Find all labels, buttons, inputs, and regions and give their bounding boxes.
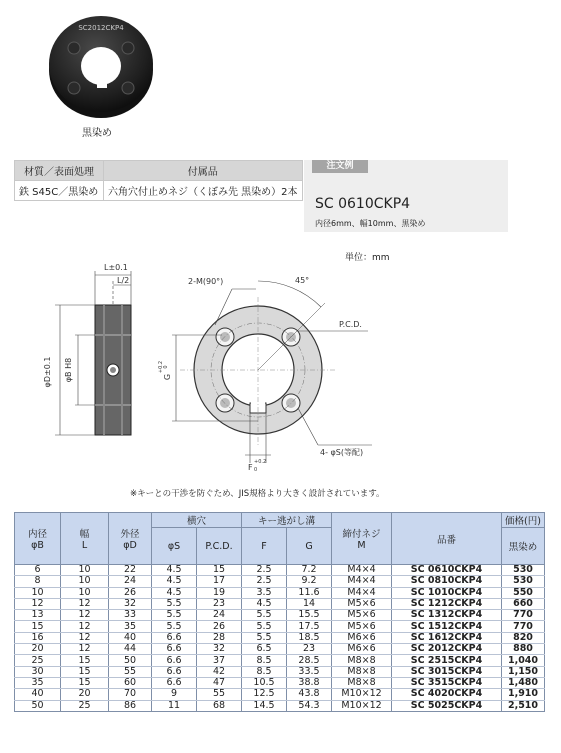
design-note: ※キーとの干渉を防ぐため、JIS規格より大きく設計されています。 [130, 489, 385, 499]
cell-phi-s: 4.5 [152, 565, 197, 576]
dim-s: 4- φS(等配) [320, 448, 364, 457]
cell-pcd: 37 [197, 655, 242, 666]
cell-g: 43.8 [287, 689, 332, 700]
dim-angle: 45° [295, 276, 310, 285]
cell-g: 9.2 [287, 576, 332, 587]
cell-f: 14.5 [242, 700, 287, 711]
cell-width: 12 [61, 621, 109, 632]
cell-f: 5.5 [242, 632, 287, 643]
table-row [15, 677, 545, 688]
cell-pcd: 28 [197, 632, 242, 643]
cell-price: 550 [502, 587, 545, 598]
cell-pcd: 15 [197, 565, 242, 576]
cell-part: SC 2012CKP4 [392, 644, 502, 655]
dim-f-tol-top: +0.2 [254, 459, 267, 465]
cell-g: 17.5 [287, 621, 332, 632]
cell-inner: 30 [15, 666, 61, 677]
header-key-slot: キー逃がし溝 [242, 513, 332, 528]
cell-screw: M8×8 [332, 655, 392, 666]
cell-g: 23 [287, 644, 332, 655]
cell-g: 33.5 [287, 666, 332, 677]
cell-f: 12.5 [242, 689, 287, 700]
cell-g: 54.3 [287, 700, 332, 711]
cell-screw: M10×12 [332, 689, 392, 700]
cell-g: 28.5 [287, 655, 332, 666]
dim-g-tol-top: +0.2 [158, 360, 164, 374]
cell-outer: 35 [109, 621, 152, 632]
table-row [15, 610, 545, 621]
cell-pcd: 55 [197, 689, 242, 700]
cell-screw: M4×4 [332, 576, 392, 587]
cell-part: SC 2515CKP4 [392, 655, 502, 666]
cell-outer: 24 [109, 576, 152, 587]
cell-width: 15 [61, 666, 109, 677]
cell-price: 1,150 [502, 666, 545, 677]
table-row [15, 644, 545, 655]
technical-drawing [0, 255, 561, 480]
cell-inner: 13 [15, 610, 61, 621]
cell-price: 1,480 [502, 677, 545, 688]
cell-phi-s: 5.5 [152, 621, 197, 632]
table-row [15, 632, 545, 643]
header-side-hole: 横穴 [152, 513, 242, 528]
cell-price: 820 [502, 632, 545, 643]
cell-width: 12 [61, 644, 109, 655]
cell-pcd: 68 [197, 700, 242, 711]
spec-table-body [15, 565, 545, 712]
cell-outer: 32 [109, 598, 152, 609]
cell-g: 15.5 [287, 610, 332, 621]
dim-pcd: P.C.D. [339, 320, 362, 329]
cell-f: 4.5 [242, 598, 287, 609]
cell-inner: 40 [15, 689, 61, 700]
cell-width: 12 [61, 598, 109, 609]
cell-phi-s: 6.6 [152, 655, 197, 666]
cell-phi-s: 6.6 [152, 632, 197, 643]
material-value: 鉄 S45C／黒染め [15, 181, 104, 201]
cell-part: SC 4020CKP4 [392, 689, 502, 700]
order-example-label: 注文例 [312, 160, 368, 173]
order-example-code: SC 0610CKP4 [315, 196, 411, 212]
cell-phi-s: 11 [152, 700, 197, 711]
spec-table [14, 512, 545, 712]
table-row [15, 576, 545, 587]
dim-holes: 2-M(90°) [188, 277, 224, 286]
dim-f-tol-bottom: 0 [254, 467, 258, 473]
cell-phi-s: 5.5 [152, 598, 197, 609]
cell-part: SC 1612CKP4 [392, 632, 502, 643]
cell-screw: M8×8 [332, 666, 392, 677]
table-row [15, 587, 545, 598]
cell-part: SC 1312CKP4 [392, 610, 502, 621]
table-row [15, 666, 545, 677]
cell-inner: 16 [15, 632, 61, 643]
cell-g: 11.6 [287, 587, 332, 598]
cell-g: 7.2 [287, 565, 332, 576]
cell-part: SC 0810CKP4 [392, 576, 502, 587]
cell-outer: 86 [109, 700, 152, 711]
cell-screw: M10×12 [332, 700, 392, 711]
cell-screw: M6×6 [332, 632, 392, 643]
cell-width: 15 [61, 677, 109, 688]
cell-f: 5.5 [242, 610, 287, 621]
cell-width: 10 [61, 587, 109, 598]
table-row [15, 655, 545, 666]
cell-phi-s: 4.5 [152, 576, 197, 587]
cell-part: SC 0610CKP4 [392, 565, 502, 576]
cell-part: SC 1010CKP4 [392, 587, 502, 598]
cell-part: SC 3015CKP4 [392, 666, 502, 677]
cell-price: 770 [502, 621, 545, 632]
cell-part: SC 1512CKP4 [392, 621, 502, 632]
cell-price: 1,040 [502, 655, 545, 666]
cell-screw: M8×8 [332, 677, 392, 688]
header-pcd: P.C.D. [197, 528, 242, 565]
product-photo [46, 8, 156, 120]
cell-screw: M4×4 [332, 565, 392, 576]
cell-outer: 33 [109, 610, 152, 621]
unit-label: 単位：mm [345, 253, 390, 263]
cell-part: SC 5025CKP4 [392, 700, 502, 711]
cell-pcd: 26 [197, 621, 242, 632]
cell-g: 18.5 [287, 632, 332, 643]
photo-engraving: SC2012CKP4 [78, 24, 124, 32]
header-g: G [287, 528, 332, 565]
cell-outer: 50 [109, 655, 152, 666]
cell-pcd: 19 [197, 587, 242, 598]
cell-inner: 25 [15, 655, 61, 666]
cell-screw: M6×6 [332, 644, 392, 655]
cell-width: 12 [61, 632, 109, 643]
cell-pcd: 24 [197, 610, 242, 621]
header-black-finish: 黒染め [502, 528, 545, 565]
cell-outer: 60 [109, 677, 152, 688]
cell-width: 10 [61, 576, 109, 587]
table-row [15, 621, 545, 632]
dim-g: G [163, 373, 172, 381]
cell-phi-s: 6.6 [152, 677, 197, 688]
cell-width: 20 [61, 689, 109, 700]
cell-price: 530 [502, 565, 545, 576]
material-header: 材質／表面処理 [15, 161, 104, 181]
photo-caption: 黒染め [82, 128, 112, 139]
cell-outer: 26 [109, 587, 152, 598]
cell-outer: 44 [109, 644, 152, 655]
cell-price: 770 [502, 610, 545, 621]
cell-outer: 40 [109, 632, 152, 643]
cell-f: 5.5 [242, 621, 287, 632]
cell-width: 12 [61, 610, 109, 621]
cell-inner: 8 [15, 576, 61, 587]
dim-b: φB H8 [64, 357, 73, 383]
cell-screw: M4×4 [332, 587, 392, 598]
cell-part: SC 1212CKP4 [392, 598, 502, 609]
cell-phi-s: 4.5 [152, 587, 197, 598]
cell-part: SC 3515CKP4 [392, 677, 502, 688]
cell-price: 660 [502, 598, 545, 609]
cell-width: 10 [61, 565, 109, 576]
header-screw: 締付ネジ M [332, 513, 392, 565]
cell-g: 38.8 [287, 677, 332, 688]
cell-price: 2,510 [502, 700, 545, 711]
cell-width: 25 [61, 700, 109, 711]
header-width: 幅 L [61, 513, 109, 565]
cell-f: 3.5 [242, 587, 287, 598]
cell-pcd: 42 [197, 666, 242, 677]
table-row [15, 565, 545, 576]
cell-inner: 50 [15, 700, 61, 711]
cell-g: 14 [287, 598, 332, 609]
header-phi-s: φS [152, 528, 197, 565]
accessory-header: 付属品 [104, 161, 303, 181]
material-table [14, 160, 303, 201]
cell-inner: 6 [15, 565, 61, 576]
header-outer-diameter: 外径 φD [109, 513, 152, 565]
cell-phi-s: 5.5 [152, 610, 197, 621]
cell-screw: M5×6 [332, 621, 392, 632]
cell-inner: 10 [15, 587, 61, 598]
header-price: 価格(円) [502, 513, 545, 528]
cell-inner: 20 [15, 644, 61, 655]
cell-outer: 22 [109, 565, 152, 576]
cell-price: 880 [502, 644, 545, 655]
dim-g-tol-bottom: 0 [163, 365, 169, 369]
cell-inner: 35 [15, 677, 61, 688]
dim-f: F [248, 463, 253, 472]
cell-width: 15 [61, 655, 109, 666]
cell-phi-s: 6.6 [152, 644, 197, 655]
header-f: F [242, 528, 287, 565]
cell-inner: 12 [15, 598, 61, 609]
cell-f: 6.5 [242, 644, 287, 655]
cell-phi-s: 6.6 [152, 666, 197, 677]
cell-f: 8.5 [242, 655, 287, 666]
cell-screw: M5×6 [332, 610, 392, 621]
cell-f: 2.5 [242, 576, 287, 587]
table-row [15, 700, 545, 711]
table-row [15, 689, 545, 700]
cell-price: 530 [502, 576, 545, 587]
cell-outer: 55 [109, 666, 152, 677]
table-row [15, 598, 545, 609]
cell-price: 1,910 [502, 689, 545, 700]
header-inner-diameter: 内径 φB [15, 513, 61, 565]
cell-pcd: 32 [197, 644, 242, 655]
cell-f: 8.5 [242, 666, 287, 677]
accessory-value: 六角穴付止めネジ（くぼみ先 黒染め）2本 [104, 181, 303, 201]
dim-l-half: L/2 [117, 276, 130, 285]
cell-outer: 70 [109, 689, 152, 700]
dim-d: φD±0.1 [43, 356, 52, 388]
dim-l-tol: L±0.1 [104, 263, 128, 272]
cell-phi-s: 9 [152, 689, 197, 700]
order-example-description: 内径6mm、幅10mm、黒染め [315, 219, 426, 228]
front-view [180, 297, 336, 447]
cell-pcd: 23 [197, 598, 242, 609]
cell-f: 2.5 [242, 565, 287, 576]
header-part-number: 品番 [392, 513, 502, 565]
cell-f: 10.5 [242, 677, 287, 688]
cell-pcd: 17 [197, 576, 242, 587]
cell-pcd: 47 [197, 677, 242, 688]
cell-screw: M5×6 [332, 598, 392, 609]
cell-inner: 15 [15, 621, 61, 632]
